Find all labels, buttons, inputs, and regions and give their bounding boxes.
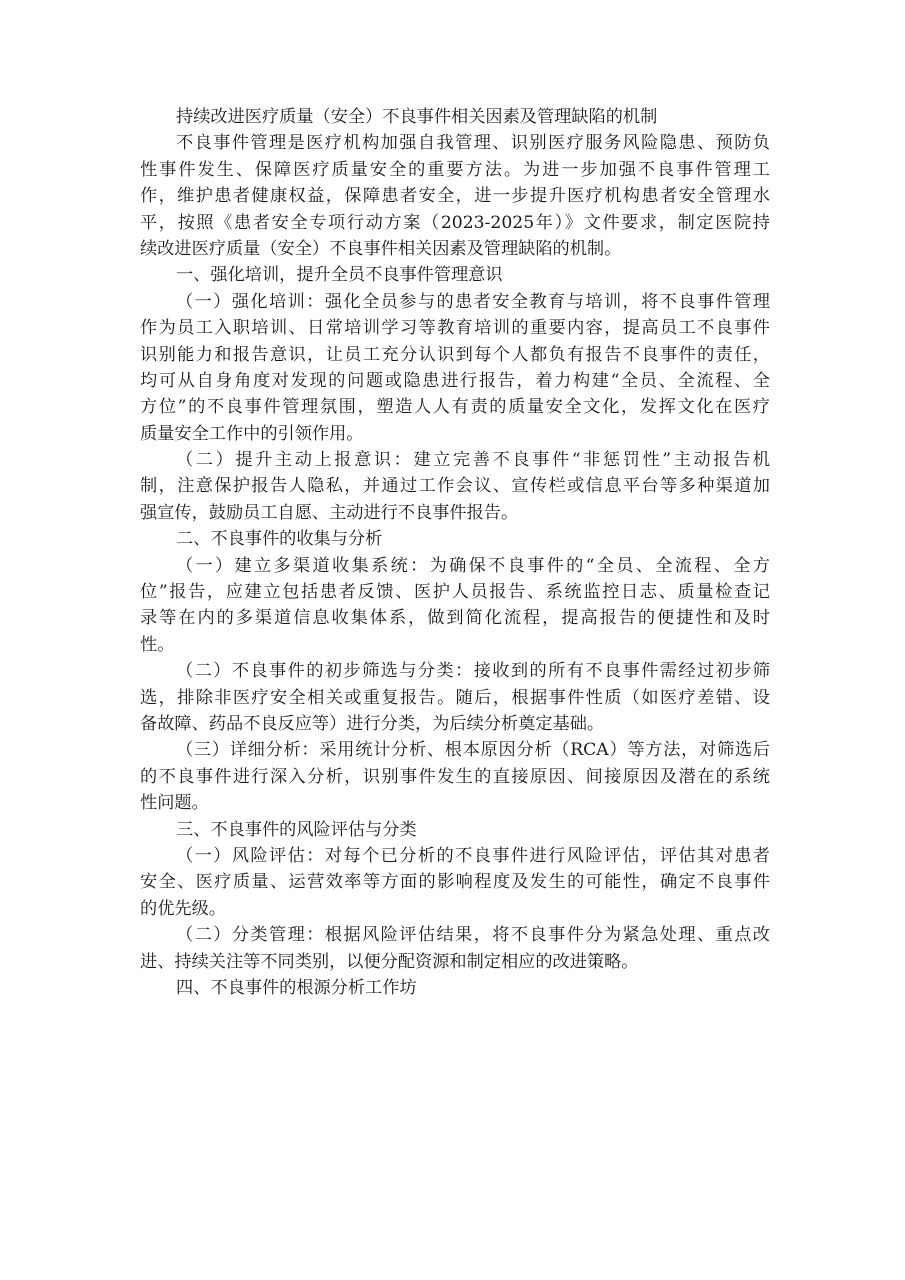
text-line: 二、不良事件的收集与分析 (176, 529, 383, 550)
text-line: 不良事件管理是医疗机构加强自我管理、识别医疗服务风险隐患、预防负 (176, 133, 770, 154)
section-heading (140, 976, 770, 1002)
text-line: （二）不良事件的初步筛选与分类：接收到的所有不良事件需经过初步筛 (176, 661, 770, 682)
text-line: 平，按照《患者安全专项行动方案（2023-2025年）》文件要求，制定医院持 (140, 212, 770, 233)
text-line: 一、强化培训，提升全员不良事件管理意识 (176, 265, 503, 286)
document-page (140, 105, 770, 1002)
text-line: 方位”的不良事件管理氛围，塑造人人有责的质量安全文化，发挥文化在医疗 (140, 397, 770, 418)
paragraph (140, 844, 770, 923)
text-line: 性事件发生、保障医疗质量安全的重要方法。为进一步加强不良事件管理工 (140, 159, 770, 180)
paragraph (140, 659, 770, 738)
text-line: 质量安全工作中的引领作用。 (140, 423, 364, 444)
text-line: 作为员工入职培训、日常培训学习等教育培训的重要内容，提高员工不良事件 (140, 318, 770, 339)
text-line: 强宣传，鼓励员工自愿、主动进行不良事件报告。 (140, 502, 519, 523)
paragraph (140, 738, 770, 817)
text-line: 作，维护患者健康权益，保障患者安全，进一步提升医疗机构患者安全管理水 (140, 186, 770, 207)
text-line: （一）强化培训：强化全员参与的患者安全教育与培训，将不良事件管理 (176, 291, 770, 312)
text-line: 备故障、药品不良反应等）进行分类，为后续分析奠定基础。 (140, 713, 605, 734)
text-line: （二）提升主动上报意识：建立完善不良事件“非惩罚性”主动报告机 (176, 450, 770, 471)
text-line: 识别能力和报告意识，让员工充分认识到每个人都负有报告不良事件的责任， (140, 344, 770, 365)
text-line: 性。 (140, 634, 175, 655)
text-line: 制，注意保护报告人隐私，并通过工作会议、宣传栏或信息平台等多种渠道加 (140, 476, 770, 497)
text-line: （二）分类管理：根据风险评估结果，将不良事件分为紧急处理、重点改 (176, 925, 770, 946)
text-line: 三、不良事件的风险评估与分类 (176, 819, 417, 840)
section-heading (140, 527, 770, 553)
paragraph (140, 923, 770, 976)
text-line: 四、不良事件的根源分析工作坊 (176, 977, 417, 998)
text-line: （一）风险评估：对每个已分析的不良事件进行风险评估，评估其对患者 (176, 845, 770, 866)
text-line: 的优先级。 (140, 898, 226, 919)
document-body (140, 131, 770, 1002)
paragraph (140, 290, 770, 448)
text-line: 录等在内的多渠道信息收集体系，做到简化流程，提高报告的便捷性和及时 (140, 608, 770, 629)
paragraph (140, 554, 770, 660)
paragraph (140, 131, 770, 263)
text-line: 的不良事件进行深入分析，识别事件发生的直接原因、间接原因及潜在的系统 (140, 766, 770, 787)
section-heading (140, 263, 770, 289)
text-line: 均可从自身角度对发现的问题或隐患进行报告，着力构建“全员、全流程、全 (140, 370, 770, 391)
text-line: 选，排除非医疗安全相关或重复报告。随后，根据事件性质（如医疗差错、设 (140, 687, 770, 708)
document-title: 持续改进医疗质量（安全）不良事件相关因素及管理缺陷的机制 (176, 107, 658, 127)
section-heading (140, 818, 770, 844)
text-line: 续改进医疗质量（安全）不良事件相关因素及管理缺陷的机制。 (140, 238, 622, 259)
text-line: （三）详细分析：采用统计分析、根本原因分析（RCA）等方法，对筛选后 (176, 740, 770, 761)
text-line: 进、持续关注等不同类别，以便分配资源和制定相应的改进策略。 (140, 951, 639, 972)
text-line: 位”报告，应建立包括患者反馈、医护人员报告、系统监控日志、质量检查记 (140, 582, 770, 603)
text-line: （一）建立多渠道收集系统：为确保不良事件的“全员、全流程、全方 (176, 555, 770, 576)
text-line: 安全、医疗质量、运营效率等方面的影响程度及发生的可能性，确定不良事件 (140, 872, 770, 893)
paragraph (140, 448, 770, 527)
text-line: 性问题。 (140, 793, 209, 814)
